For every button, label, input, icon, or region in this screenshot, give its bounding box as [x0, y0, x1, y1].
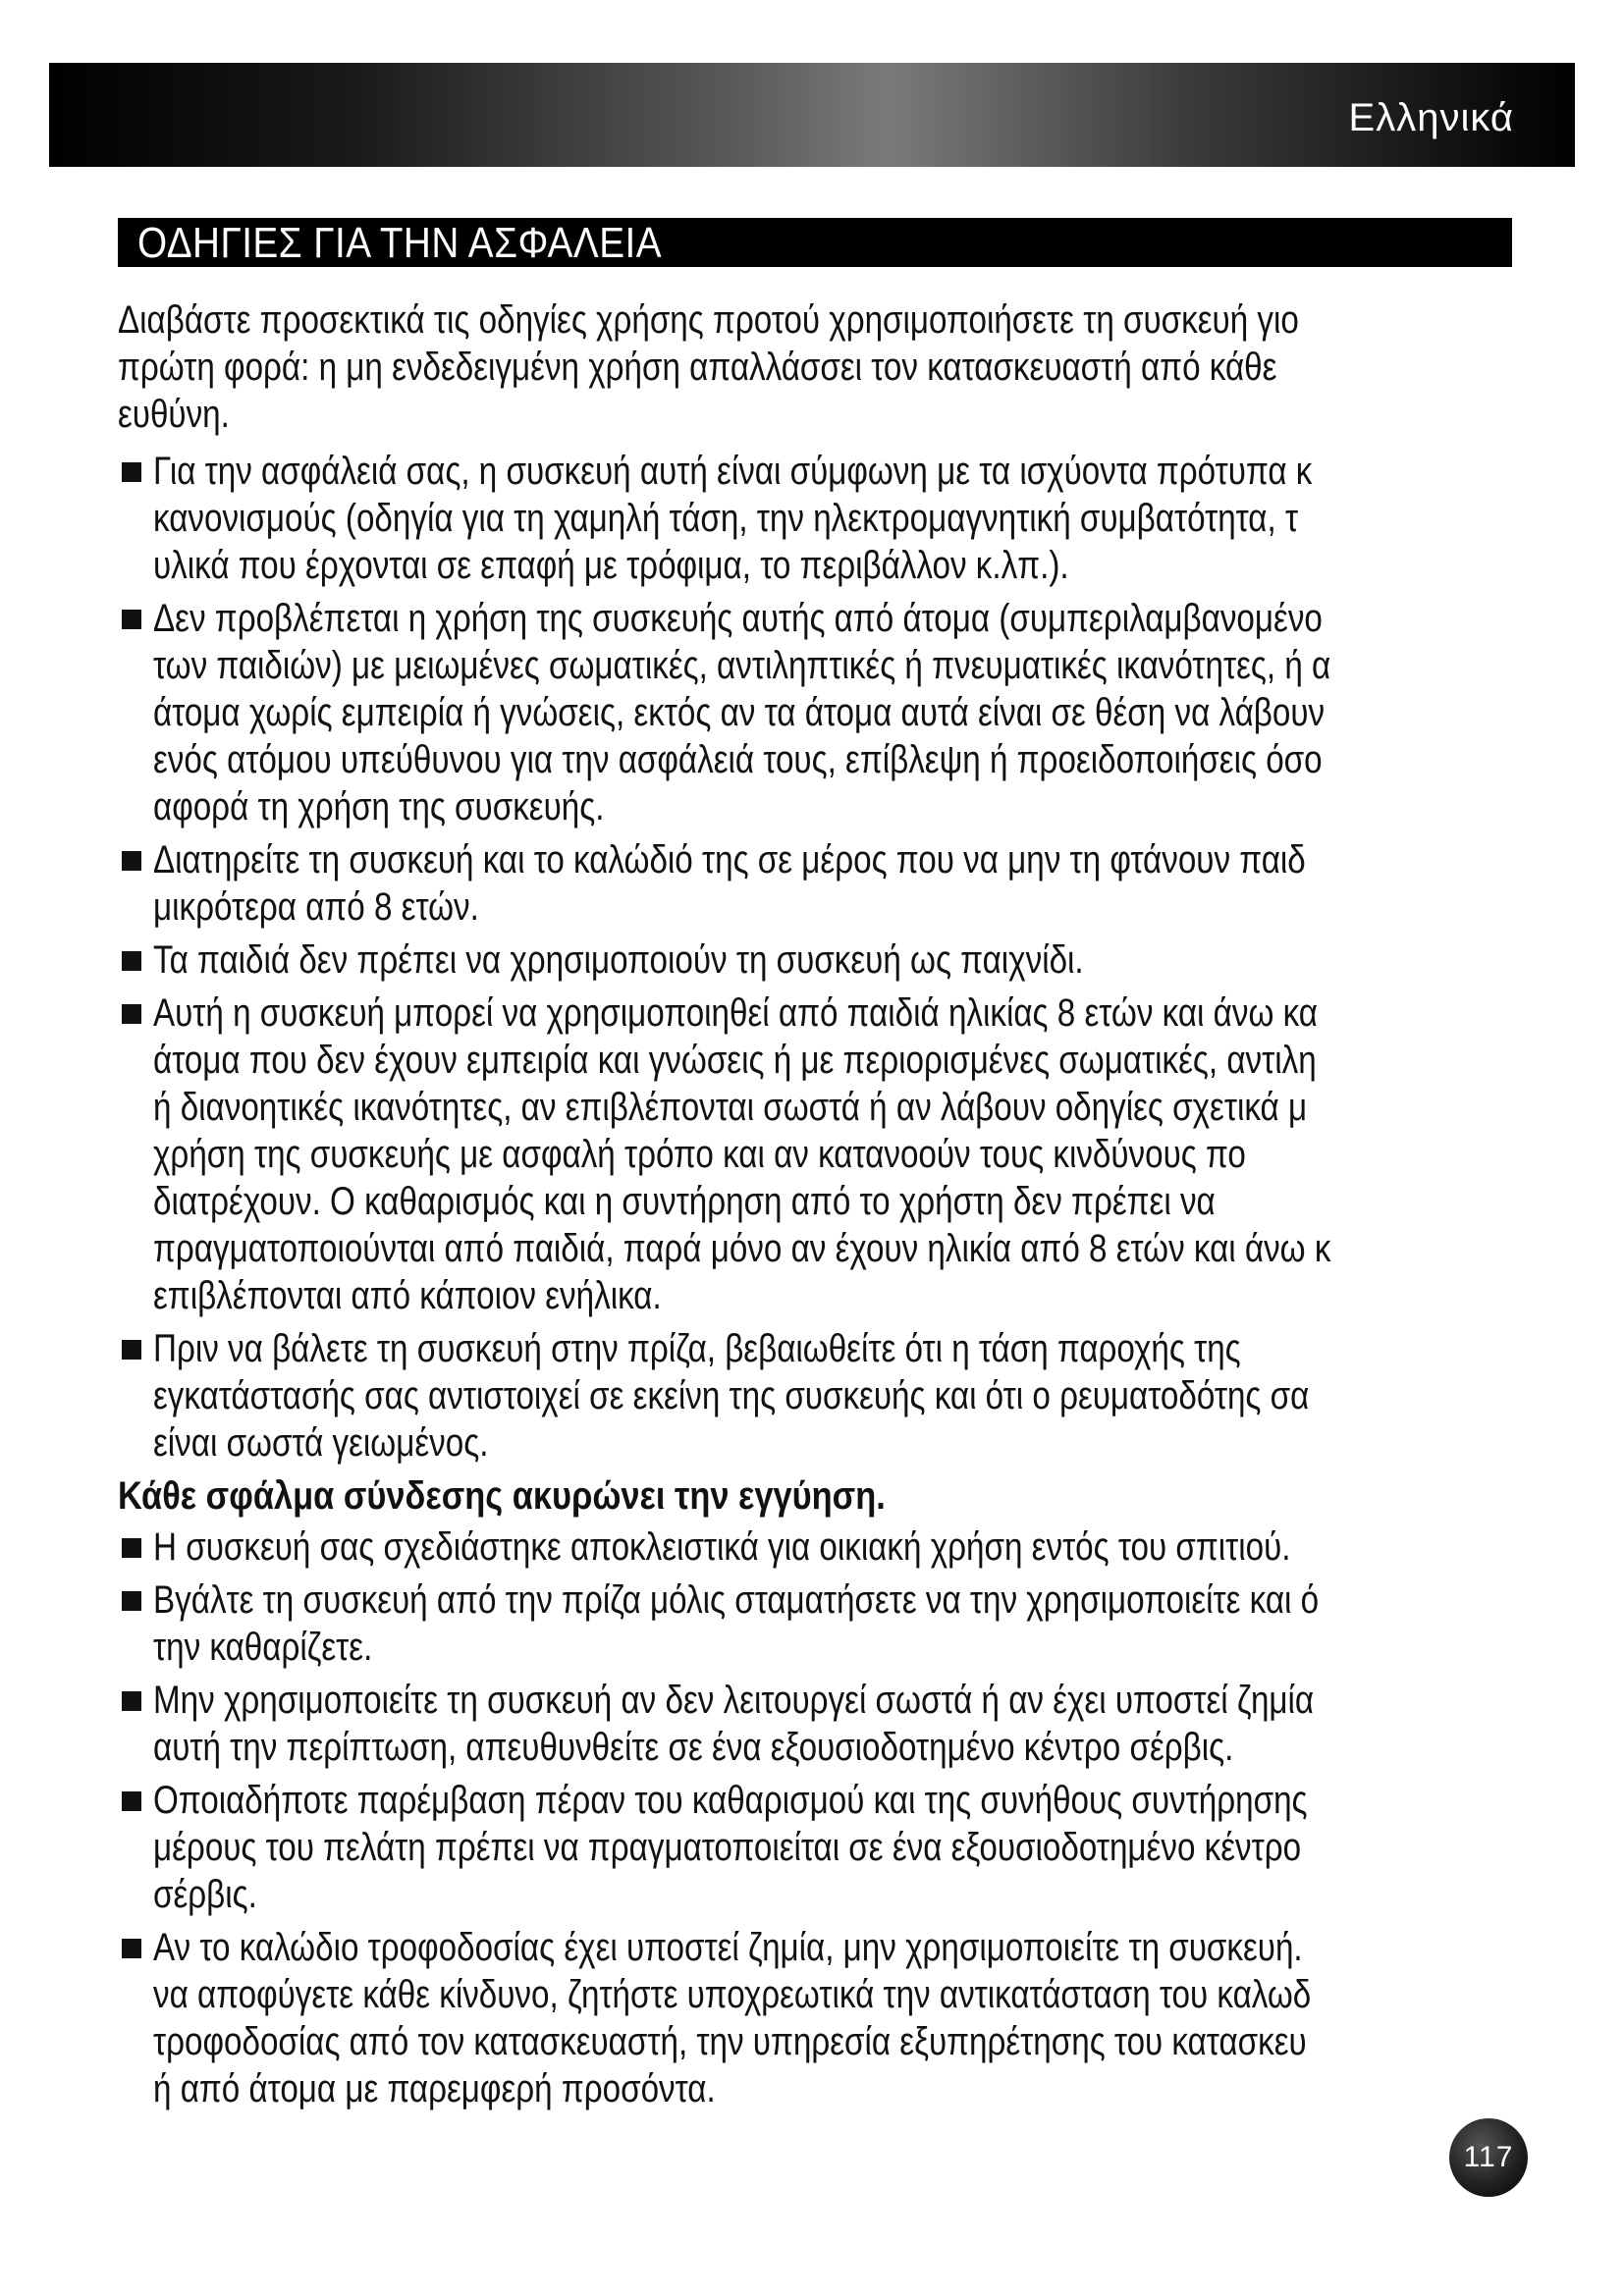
- warranty-notice-text: Κάθε σφάλμα σύνδεσης ακυρώνει την εγγύηση.: [118, 1474, 886, 1518]
- item-line: αυτή την περίπτωση, απευθυνθείτε σε ένα εξουσιοδοτημένο κέντρο σέρβις.: [153, 1726, 1234, 1769]
- square-bullet-icon: [122, 951, 141, 971]
- item-line: κανονισμούς (οδηγία για τη χαμηλή τάση, την ηλεκτρομαγνητική συμβατότητα, τ: [153, 497, 1299, 540]
- item-line: χρήση της συσκευής με ασφαλή τρόπο και αν κατανοούν τους κινδύνους πο: [153, 1133, 1246, 1176]
- section-title-bar: [118, 218, 1512, 267]
- item-line: αφορά τη χρήση της συσκευής.: [153, 785, 605, 828]
- item-line: την καθαρίζετε.: [153, 1626, 373, 1669]
- item-line: εγκατάστασής σας αντιστοιχεί σε εκείνη της συσκευής και ότι ο ρευματοδότης σα: [153, 1374, 1310, 1417]
- safety-item: [118, 595, 1581, 830]
- square-bullet-icon: [122, 610, 141, 629]
- safety-item: [118, 836, 1581, 931]
- item-line: Αυτή η συσκευή μπορεί να χρησιμοποιηθεί από παιδιά ηλικίας 8 ετών και άνω κα: [153, 991, 1318, 1035]
- language-label: Ελληνικά: [1348, 96, 1514, 139]
- section-title: ΟΔΗΓΙΕΣ ΓΙΑ ΤΗΝ ΑΣΦΑΛΕΙΑ: [137, 219, 662, 267]
- item-line: άτομα χωρίς εμπειρία ή γνώσεις, εκτός αν τα άτομα αυτά είναι σε θέση να λάβουν: [153, 691, 1326, 734]
- square-bullet-icon: [122, 1538, 141, 1558]
- item-line: Τα παιδιά δεν πρέπει να χρησιμοποιούν τη συσκευή ως παιχνίδι.: [153, 938, 1084, 982]
- item-line: μέρους του πελάτη πρέπει να πραγματοποιείται σε ένα εξουσιοδοτημένο κέντρο: [153, 1826, 1302, 1869]
- item-line: Διατηρείτε τη συσκευή και το καλώδιό της σε μέρος που να μην τη φτάνουν παιδ: [153, 838, 1306, 881]
- intro-line: Διαβάστε προσεκτικά τις οδηγίες χρήσης προτού χρησιμοποιήσετε τη συσκευή γιο: [118, 298, 1299, 342]
- safety-item: [118, 1924, 1581, 2112]
- item-line: μικρότερα από 8 ετών.: [153, 885, 479, 929]
- item-line: Αν το καλώδιο τροφοδοσίας έχει υποστεί ζημία, μην χρησιμοποιείτε τη συσκευή.: [153, 1926, 1303, 1969]
- item-line: Η συσκευή σας σχεδιάστηκε αποκλειστικά για οικιακή χρήση εντός του σπιτιού.: [153, 1525, 1291, 1569]
- item-line: σέρβις.: [153, 1873, 257, 1916]
- safety-item: [118, 1576, 1581, 1671]
- item-line: υλικά που έρχονται σε επαφή με τρόφιμα, το περιβάλλον κ.λπ.).: [153, 544, 1069, 587]
- item-line: τροφοδοσίας από τον κατασκευαστή, την υπηρεσία εξυπηρέτησης του κατασκευ: [153, 2020, 1307, 2063]
- square-bullet-icon: [122, 462, 141, 482]
- warranty-notice: [118, 1472, 1581, 1520]
- safety-item: [118, 1777, 1581, 1918]
- item-line: επιβλέπονται από κάποιον ενήλικα.: [153, 1274, 662, 1317]
- item-line: ή από άτομα με παρεμφερή προσόντα.: [153, 2067, 716, 2110]
- item-line: ή διανοητικές ικανότητες, αν επιβλέπονται σωστά ή αν λάβουν οδηγίες σχετικά μ: [153, 1086, 1308, 1129]
- safety-item: [118, 936, 1581, 984]
- item-line: Μην χρησιμοποιείτε τη συσκευή αν δεν λειτουργεί σωστά ή αν έχει υποστεί ζημία: [153, 1679, 1315, 1722]
- item-line: ενός ατόμου υπεύθυνου για την ασφάλειά τους, επίβλεψη ή προειδοποιήσεις όσο: [153, 738, 1323, 781]
- safety-instructions-content: [118, 296, 1581, 2112]
- page-number: 117: [1463, 2141, 1514, 2173]
- intro-paragraph: [118, 296, 1581, 438]
- item-line: Οποιαδήποτε παρέμβαση πέραν του καθαρισμού και της συνήθους συντήρησης: [153, 1779, 1308, 1822]
- item-line: άτομα που δεν έχουν εμπειρία και γνώσεις ή με περιορισμένες σωματικές, αντιλη: [153, 1039, 1317, 1082]
- item-line: Για την ασφάλειά σας, η συσκευή αυτή είναι σύμφωνη με τα ισχύοντα πρότυπα κ: [153, 450, 1313, 493]
- safety-item: [118, 1677, 1581, 1771]
- safety-item: [118, 989, 1581, 1319]
- safety-item: [118, 1325, 1581, 1467]
- item-line: να αποφύγετε κάθε κίνδυνο, ζητήστε υποχρεωτικά την αντικατάσταση του καλωδ: [153, 1973, 1312, 2016]
- item-line: πραγματοποιούνται από παιδιά, παρά μόνο αν έχουν ηλικία από 8 ετών και άνω κ: [153, 1227, 1331, 1270]
- item-line: Βγάλτε τη συσκευή από την πρίζα μόλις σταματήσετε να την χρησιμοποιείτε και ό: [153, 1578, 1320, 1622]
- item-line: είναι σωστά γειωμένος.: [153, 1421, 489, 1465]
- square-bullet-icon: [122, 1939, 141, 1958]
- intro-line: πρώτη φορά: η μη ενδεδειγμένη χρήση απαλλάσσει τον κατασκευαστή από κάθε: [118, 346, 1277, 389]
- item-line: Πριν να βάλετε τη συσκευή στην πρίζα, βεβαιωθείτε ότι η τάση παροχής της: [153, 1327, 1241, 1370]
- square-bullet-icon: [122, 1791, 141, 1811]
- page-number-badge: [1449, 2118, 1528, 2197]
- square-bullet-icon: [122, 1004, 141, 1024]
- safety-item: [118, 448, 1581, 589]
- intro-line: ευθύνη.: [118, 393, 230, 436]
- square-bullet-icon: [122, 1340, 141, 1360]
- safety-item: [118, 1523, 1581, 1571]
- square-bullet-icon: [122, 851, 141, 871]
- item-line: των παιδιών) με μειωμένες σωματικές, αντιληπτικές ή πνευματικές ικανότητες, ή α: [153, 644, 1331, 687]
- header-band: [49, 63, 1575, 167]
- item-line: Δεν προβλέπεται η χρήση της συσκευής αυτής από άτομα (συμπεριλαμβανομένο: [153, 597, 1323, 640]
- square-bullet-icon: [122, 1591, 141, 1611]
- square-bullet-icon: [122, 1691, 141, 1711]
- item-line: διατρέχουν. Ο καθαρισμός και η συντήρηση από το χρήστη δεν πρέπει να: [153, 1180, 1216, 1223]
